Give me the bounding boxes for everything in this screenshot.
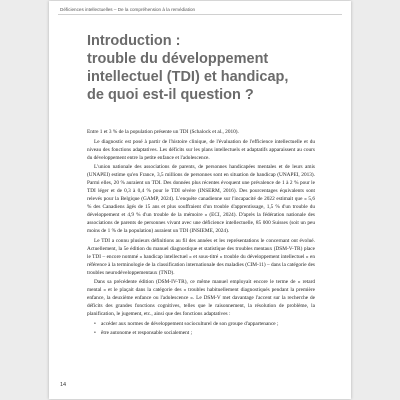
paragraph: Entre 1 et 3 % de la population présente un TDI (Schalock et al., 2010). (87, 129, 239, 135)
chapter-title-line: de quoi est-il question ? (87, 87, 254, 103)
chapter-title-line: Introduction : (87, 33, 181, 49)
bullet-list (87, 320, 315, 337)
chapter-title-line: intellectuel (TDI) et handicap, (87, 69, 289, 85)
paragraph: Le TDI a connu plusieurs définitions au fil des années et les représentations le concernant ont évolué. Actuellement, la 5e édition du manuel diagnostique et statistique des troubles mentaux (DSM-V-TR) place le TDI – encore nommé « handicap intellectuel » et sous-titré « trouble du développement intellectuel » en référence à la terminologie de la classification internationale des maladies (CIM-11) – dans la catégorie des troubles neurodéveloppementaux (TND). (87, 237, 315, 276)
chapter-title-line: trouble du développement (87, 51, 269, 67)
chapter-title (87, 32, 347, 104)
book-page (49, 1, 351, 399)
bullet-item: • être autonome et responsable socialement ; (101, 329, 315, 337)
bullet-item: • accéder aux normes de développement socioculturel de son groupe d'appartenance ; (101, 320, 315, 328)
running-header: Déficiences intellectuelles – De la compréhension à la remédiation (60, 7, 196, 12)
header-divider (58, 14, 342, 15)
page-number: 14 (60, 382, 67, 388)
paragraph: L'union nationale des associations de parents, de personnes handicapées mentales et de leurs amis (UNAPEI) estime qu'en France, 3,5 millions de personnes sont en situation de handicap (UNAPEI, 2013). Parmi elles, 20 % auraient un TDI. Des données plus récentes évoquent une prévalence de 1 à 2 % pour le TDI léger et de 0,3 à 0,4 % pour le TDI sévère (INSERM, 2016). Des pourcentages équivalents sont relevés pour la Belgique (GAMP, 2024). L'enquête canadienne sur l'incapacité de 2022 estimait que « 5,6 % des Canadiens âgés de 15 ans et plus souffraient d'un trouble d'apprentissage, 1,5 % d'un trouble du développement et 4,9 % d'un trouble de la mémoire » (ECI, 2024). D'après la fédération nationale des associations de parents de personnes vivant avec une déficience intellectuelle, 85 000 Suisses (soit un peu moins de 1 % de la population) auraient un TDI (INSIEME, 2024). (87, 164, 315, 234)
paragraph: Le diagnostic est posé à partir de l'histoire clinique, de l'évaluation de l'efficience intellectuelle et du niveau des fonctions adaptatives. Les déficits sur les plans intellectuels et adaptatifs apparaissent au cours du développement entre la petite enfance et l'adolescence. (87, 138, 315, 161)
body-text (87, 128, 315, 338)
paragraph: Dans sa précédente édition (DSM-IV-TR), ce même manuel employait encore le terme de « retard mental » et le plaçait dans la catégorie des « troubles habituellement diagnostiqués pendant la première enfance, la deuxième enfance ou l'adolescence ». Le DSM-V met davantage l'accent sur la recherche de déficits des grandes fonctions cognitives, telles que le raisonnement, la résolution de problème, la planification, le jugement, etc., ainsi que des fonctions adaptatives : (87, 279, 315, 317)
